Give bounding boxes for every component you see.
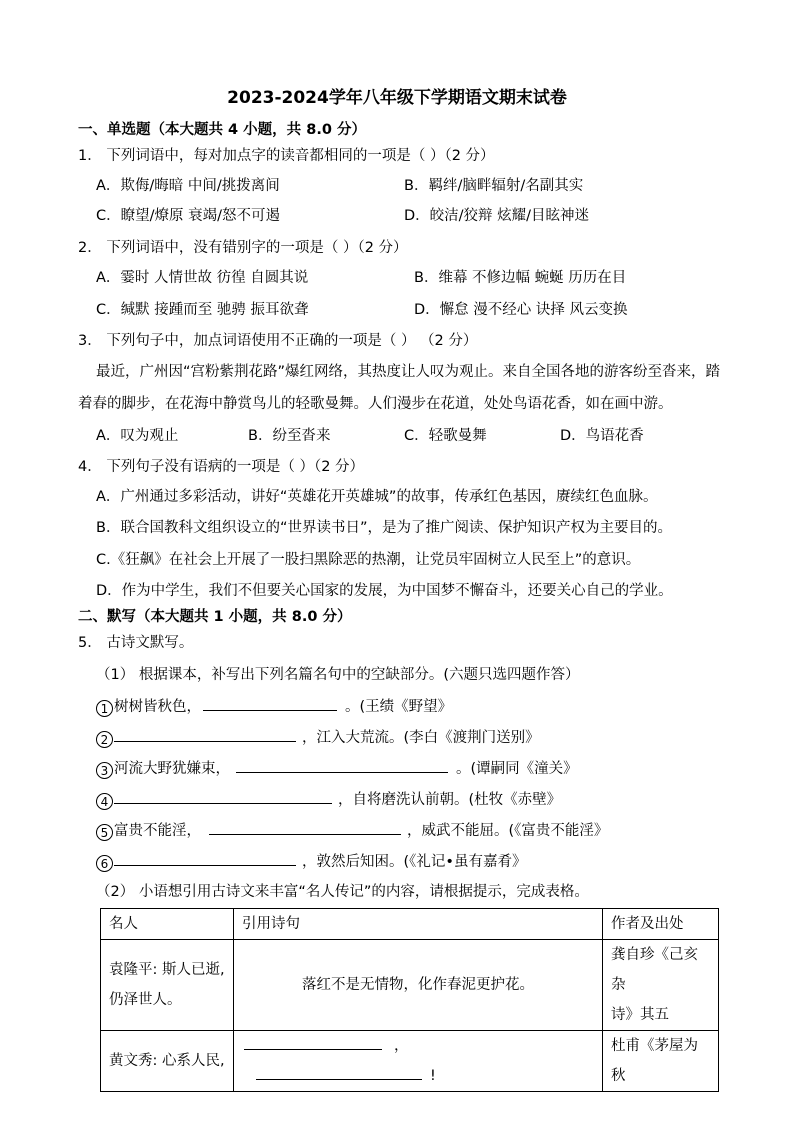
q1-option-b: B．羁绊/脑畔辐射/名副其实 (404, 178, 584, 194)
item-number-1: 1 (96, 700, 113, 717)
table-row (101, 1031, 719, 1092)
row2-comma: ， (394, 1038, 409, 1054)
item-number-4: 4 (96, 793, 113, 810)
header-source: 作者及出处 (603, 909, 719, 940)
q5-item-3 (96, 757, 578, 779)
item-1-prefix: 树树皆秋色， (114, 699, 201, 715)
section-1-heading: 一、单选题（本大题共 4 小题，共 8.0 分） (78, 122, 366, 138)
q5-item-6 (96, 850, 526, 872)
q5-item-1 (96, 695, 452, 717)
q1-option-d: D．皎洁/狡辩 炫耀/目眩神迷 (404, 208, 590, 224)
q3-stem: 3． 下列句子中，加点词语使用不正确的一项是（ ） （2 分） (78, 333, 478, 349)
answer-blank-1[interactable] (203, 695, 337, 711)
celebrity-quote-table (100, 908, 719, 1092)
q3-option-d: D．鸟语花香 (560, 428, 644, 444)
exam-title: 2023-2024学年八年级下学期语文期末试卷 (227, 88, 567, 108)
q3-passage-line-2: 着春的脚步，在花海中静赏鸟儿的轻歌曼舞。人们漫步在花道，处处鸟语花香，如在画中游。 (78, 396, 673, 412)
q5-stem: 5． 古诗文默写。 (78, 635, 194, 651)
row1-name-line2: 仍泽世人。 (109, 992, 182, 1008)
q3-option-b: B．纷至沓来 (248, 428, 331, 444)
row1-quote: 落红不是无情物，化作春泥更护花。 (234, 940, 603, 1031)
item-3-prefix: 河流大野犹嫌束， (114, 761, 230, 777)
answer-blank-2[interactable] (114, 726, 296, 742)
answer-blank-3[interactable] (236, 757, 448, 773)
q4-option-c: C.《狂飙》在社会上开展了一股扫黑除恶的热潮，让党员牢固树立人民至上”的意识。 (96, 552, 641, 568)
item-6-suffix: ，敦然后知困。(《礼记•虽有嘉肴》 (302, 854, 527, 870)
q1-option-c: C．瞭望/燎原 衰竭/怒不可遏 (96, 208, 281, 224)
row2-source: 杜甫《茅屋为秋 (603, 1031, 719, 1092)
item-5-prefix: 富贵不能淫， (114, 823, 201, 839)
row1-source-line2: 诗》其五 (611, 1007, 669, 1023)
q2-option-b: B．维幕 不修边幅 蜿蜒 历历在目 (414, 270, 627, 286)
q1-option-a: A．欺侮/晦暗 中间/挑拨离间 (96, 178, 280, 194)
q2-option-c: C．缄默 接踵而至 驰骋 振耳欲聋 (96, 302, 309, 318)
row2-quote (234, 1031, 603, 1092)
answer-blank-5[interactable] (209, 819, 401, 835)
answer-blank-4[interactable] (114, 788, 332, 804)
header-name: 名人 (101, 909, 234, 940)
item-4-suffix: ，自将磨洗认前朝。(杜牧《赤壁》 (338, 792, 562, 808)
q4-option-a: A．广州通过多彩活动，讲好“英雄花开英雄城”的故事，传承红色基因，赓续红色血脉。 (96, 489, 658, 505)
item-3-suffix: 。(谭嗣同《潼关》 (456, 761, 578, 777)
item-number-3: 3 (96, 762, 113, 779)
row2-answer-blank-1[interactable] (244, 1034, 382, 1050)
row2-name: 黄文秀: 心系人民, (101, 1031, 234, 1092)
item-1-suffix: 。(王绩《野望》 (345, 699, 453, 715)
item-number-6: 6 (96, 855, 113, 872)
q5-item-4 (96, 788, 561, 810)
table-row (101, 940, 719, 1031)
q4-option-b: B．联合国教科文组织设立的“世界读书日”，是为了推广阅读、保护知识产权为主要目的。 (96, 520, 672, 536)
q3-passage-line-1: 最近，广州因“宫粉紫荆花路”爆红网络，其热度让人叹为观止。来自全国各地的游客纷至沓来，踏 (96, 364, 721, 380)
q4-option-d: D．作为中学生，我们不但要关心国家的发展，为中国梦不懈奋斗，还要关心自己的学业。 (96, 583, 673, 599)
row1-source (603, 940, 719, 1031)
q5-part-1-instruction: （1） 根据课本，补写出下列名篇名句中的空缺部分。(六题只选四题作答） (96, 667, 580, 683)
q2-option-a: A．霎时 人情世故 彷徨 自圆其说 (96, 270, 309, 286)
item-5-suffix: ，威武不能屈。(《富贵不能淫》 (407, 823, 609, 839)
row2-answer-blank-2[interactable] (256, 1064, 422, 1080)
item-number-2: 2 (96, 731, 113, 748)
header-quote: 引用诗句 (234, 909, 603, 940)
answer-blank-6[interactable] (114, 850, 296, 866)
q2-stem: 2． 下列词语中，没有错别字的一项是（ ）（2 分） (78, 240, 408, 256)
item-number-5: 5 (96, 824, 113, 841)
row1-name (101, 940, 234, 1031)
section-2-heading: 二、默写（本大题共 1 小题，共 8.0 分） (78, 609, 352, 625)
row1-name-line1: 袁隆平: 斯人已逝, (109, 962, 225, 978)
q5-item-2 (96, 726, 540, 748)
q3-option-c: C．轻歌曼舞 (404, 428, 487, 444)
item-2-suffix: ，江入大荒流。(李白《渡荆门送别》 (302, 730, 540, 746)
q5-part-2-instruction: （2） 小语想引用古诗文来丰富“名人传记”的内容，请根据提示，完成表格。 (96, 884, 589, 900)
q2-option-d: D．懈怠 漫不经心 诀择 风云变换 (414, 302, 628, 318)
row1-source-line1: 龚自珍《己亥杂 (611, 947, 698, 993)
q1-stem: 1． 下列词语中，每对加点字的读音都相同的一项是（ ）（2 分） (78, 148, 495, 164)
q5-item-5 (96, 819, 608, 841)
q3-option-a: A．叹为观止 (96, 428, 179, 444)
q4-stem: 4． 下列句子没有语病的一项是（ ）（2 分） (78, 459, 365, 475)
table-header-row (101, 909, 719, 940)
row2-end-mark: ! (430, 1068, 436, 1084)
